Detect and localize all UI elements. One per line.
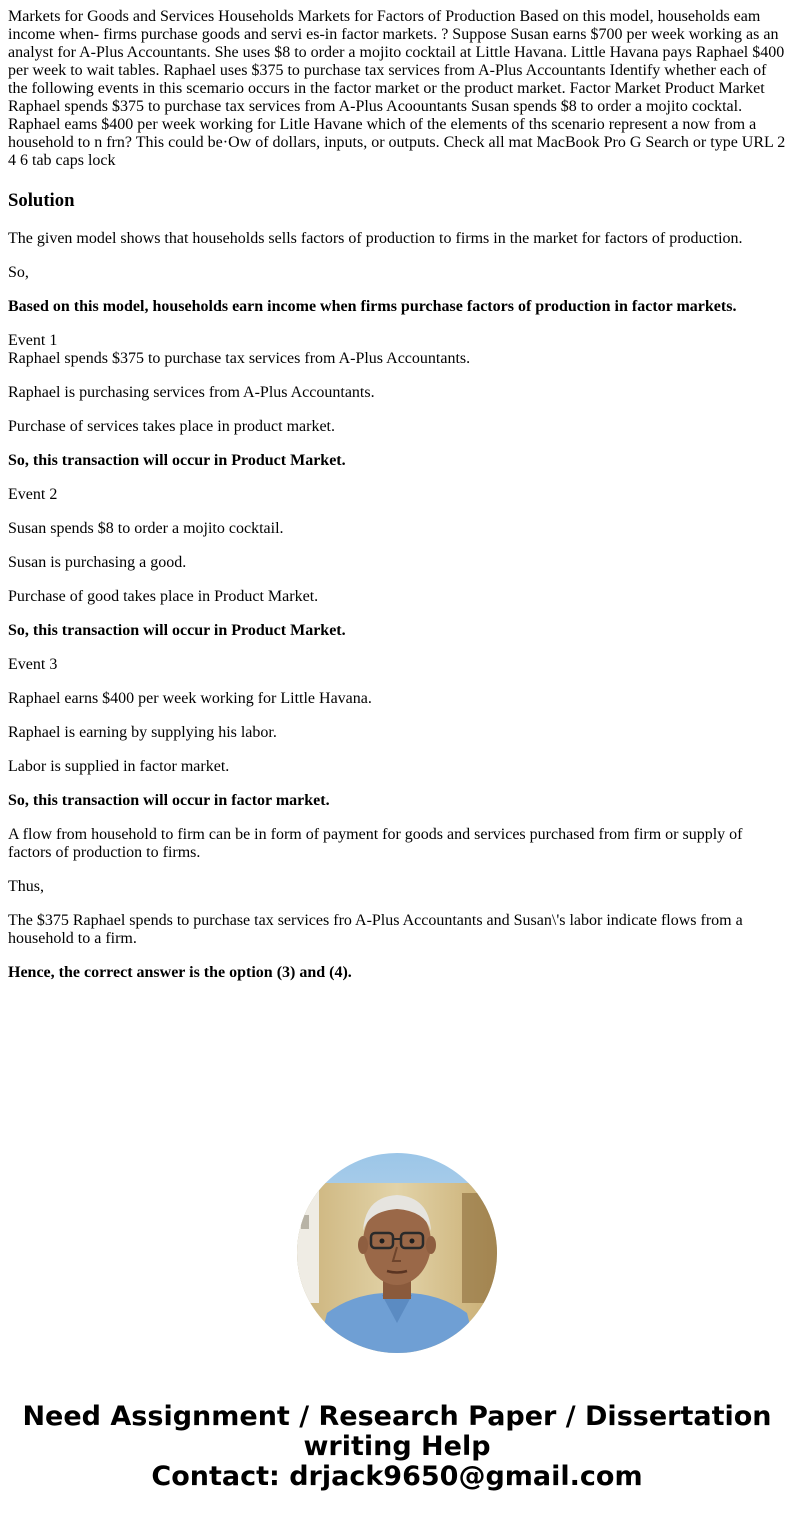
avatar bbox=[297, 1153, 497, 1353]
final-answer: Hence, the correct answer is the option (3) and (4). bbox=[8, 964, 352, 981]
event-1-line3: Purchase of services takes place in product market. bbox=[8, 418, 335, 435]
solution-heading: Solution bbox=[8, 190, 75, 211]
footer-line-1: Need Assignment / Research Paper / Dissertation bbox=[22, 1401, 772, 1432]
event-2-label: Event 2 bbox=[8, 486, 58, 503]
event-3-line2: Raphael is earning by supplying his labor. bbox=[8, 724, 277, 741]
event-2-statement: Susan spends $8 to order a mojito cocktail. bbox=[8, 520, 284, 537]
event-1-label: Event 1 bbox=[8, 332, 58, 349]
event-2-line2: Susan is purchasing a good. bbox=[8, 554, 187, 571]
event-3-result: So, this transaction will occur in factor market. bbox=[8, 792, 330, 809]
footer-contact: Contact: drjack9650@gmail.com bbox=[151, 1461, 643, 1492]
conclusion-text: Based on this model, households earn income when firms purchase factors of production in factor markets. bbox=[8, 298, 737, 315]
avatar-portrait bbox=[297, 1153, 497, 1353]
thus-text: Thus, bbox=[8, 878, 44, 895]
event-2-result: So, this transaction will occur in Product Market. bbox=[8, 622, 346, 639]
event-3-label: Event 3 bbox=[8, 656, 58, 673]
event-2-line3: Purchase of good takes place in Product Market. bbox=[8, 588, 319, 605]
footer-line-2: writing Help bbox=[303, 1431, 491, 1462]
footer-banner bbox=[0, 1402, 794, 1492]
event-3-statement: Raphael earns $400 per week working for Little Havana. bbox=[8, 690, 372, 707]
flow-text: A flow from household to firm can be in form of payment for goods and services purchased from firm or supply of factors of production to firms. bbox=[8, 826, 743, 861]
event-1-result: So, this transaction will occur in Product Market. bbox=[8, 452, 346, 469]
event-1-block bbox=[8, 332, 786, 368]
answer-text: The $375 Raphael spends to purchase tax services fro A-Plus Accountants and Susan\'s labor indicate flows from a household to a firm. bbox=[8, 912, 743, 947]
event-1-line2: Raphael is purchasing services from A-Plus Accountants. bbox=[8, 384, 375, 401]
solution-intro: The given model shows that households sells factors of production to firms in the market for factors of production. bbox=[8, 230, 743, 247]
question-text: Markets for Goods and Services Households Markets for Factors of Production Based on this model, households eam income when- firms purchase goods and servi es-in factor markets. ? Suppose Susan earns $700 per week working as an analyst for A-Plus Accountants. She uses $8 to order a mojito cocktail at Little Havana. Little Havana pays Raphael $400 per week to wait tables. Raphael uses $375 to purchase tax services from A-Plus Accountants Identify whether each of the following events in this scemario occurs in the factor market or the product market. Factor Market Product Market Raphael spends $375 to purchase tax services from A-Plus Acoountants Susan spends $8 to order a mojito cocktal. Raphael eams $400 per week working for Litle Havane which of the elements of ths scenario represent a now from a household to n frn? This could be·Ow of dollars, inputs, or outputs. Check all mat MacBook Pro G Search or type URL 2 4 6 tab caps lock bbox=[8, 8, 786, 169]
event-1-statement: Raphael spends $375 to purchase tax services from A-Plus Accountants. bbox=[8, 350, 471, 367]
event-3-line3: Labor is supplied in factor market. bbox=[8, 758, 230, 775]
so-text: So, bbox=[8, 264, 29, 281]
